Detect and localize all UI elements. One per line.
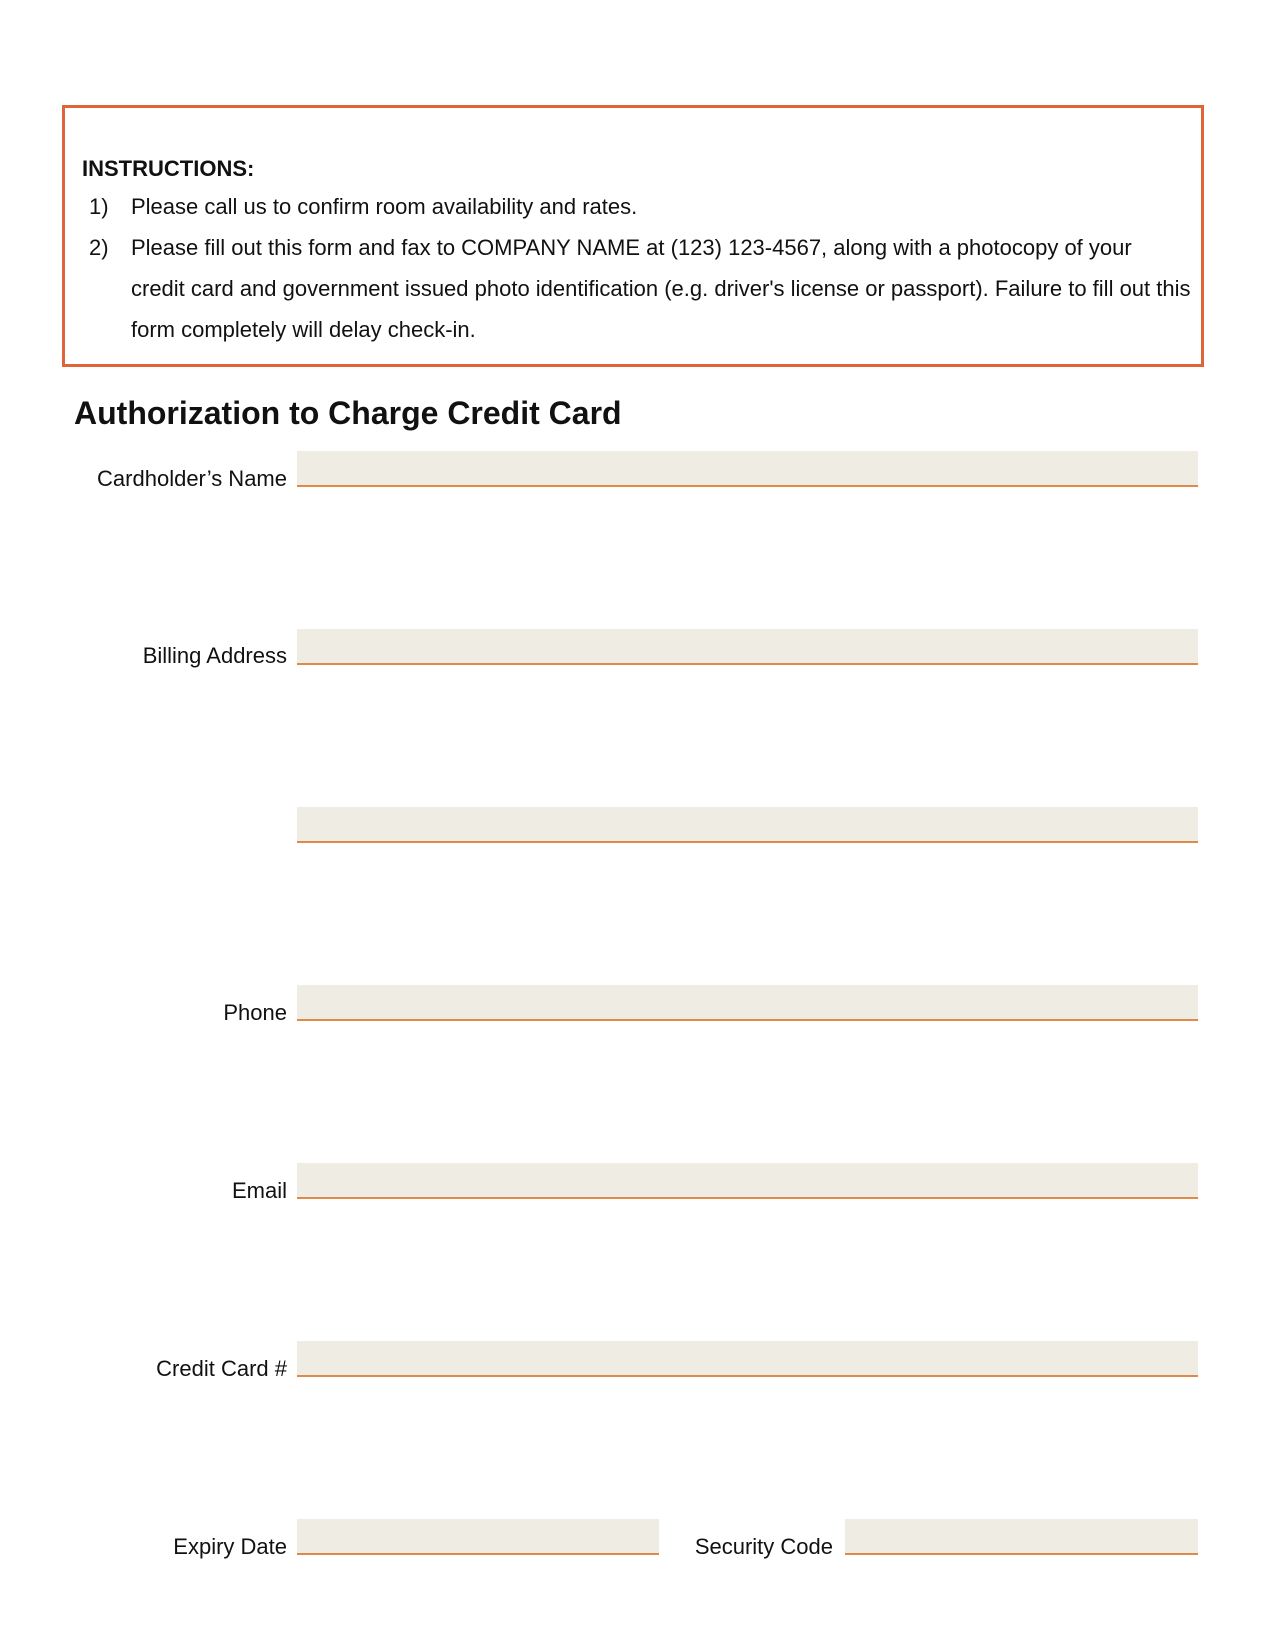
expiry-date-label: Expiry Date	[173, 1534, 287, 1559]
instruction-text: Please call us to confirm room availability and rates.	[131, 194, 638, 219]
instruction-number: 1)	[89, 194, 109, 219]
instruction-number: 2)	[89, 235, 109, 260]
credit-card-label: Credit Card #	[156, 1356, 287, 1381]
instructions-box	[62, 105, 1204, 367]
phone-field[interactable]	[297, 985, 1198, 1021]
instructions-heading: INSTRUCTIONS:	[82, 156, 255, 181]
form-title: Authorization to Charge Credit Card	[74, 395, 622, 431]
cardholder-name-field[interactable]	[297, 451, 1198, 487]
security-code-field[interactable]	[845, 1519, 1198, 1555]
instruction-text: Please fill out this form and fax to COMPANY NAME at (123) 123-4567, along with a photocopy of your credit card and government issued photo identification (e.g. driver's license or passport). Failure to fill out this form completely will delay check-in.	[131, 235, 1191, 342]
email-field[interactable]	[297, 1163, 1198, 1199]
billing-address-label: Billing Address	[142, 643, 287, 668]
security-code-label: Security Code	[694, 1534, 833, 1559]
cardholder-name-label: Cardholder’s Name	[97, 466, 287, 491]
billing-address-field-line2[interactable]	[297, 807, 1198, 843]
phone-label: Phone	[223, 1000, 287, 1025]
billing-address-field-line1[interactable]	[297, 629, 1198, 665]
email-label: Email	[231, 1178, 287, 1203]
credit-card-field[interactable]	[297, 1341, 1198, 1377]
expiry-date-field[interactable]	[297, 1519, 659, 1555]
